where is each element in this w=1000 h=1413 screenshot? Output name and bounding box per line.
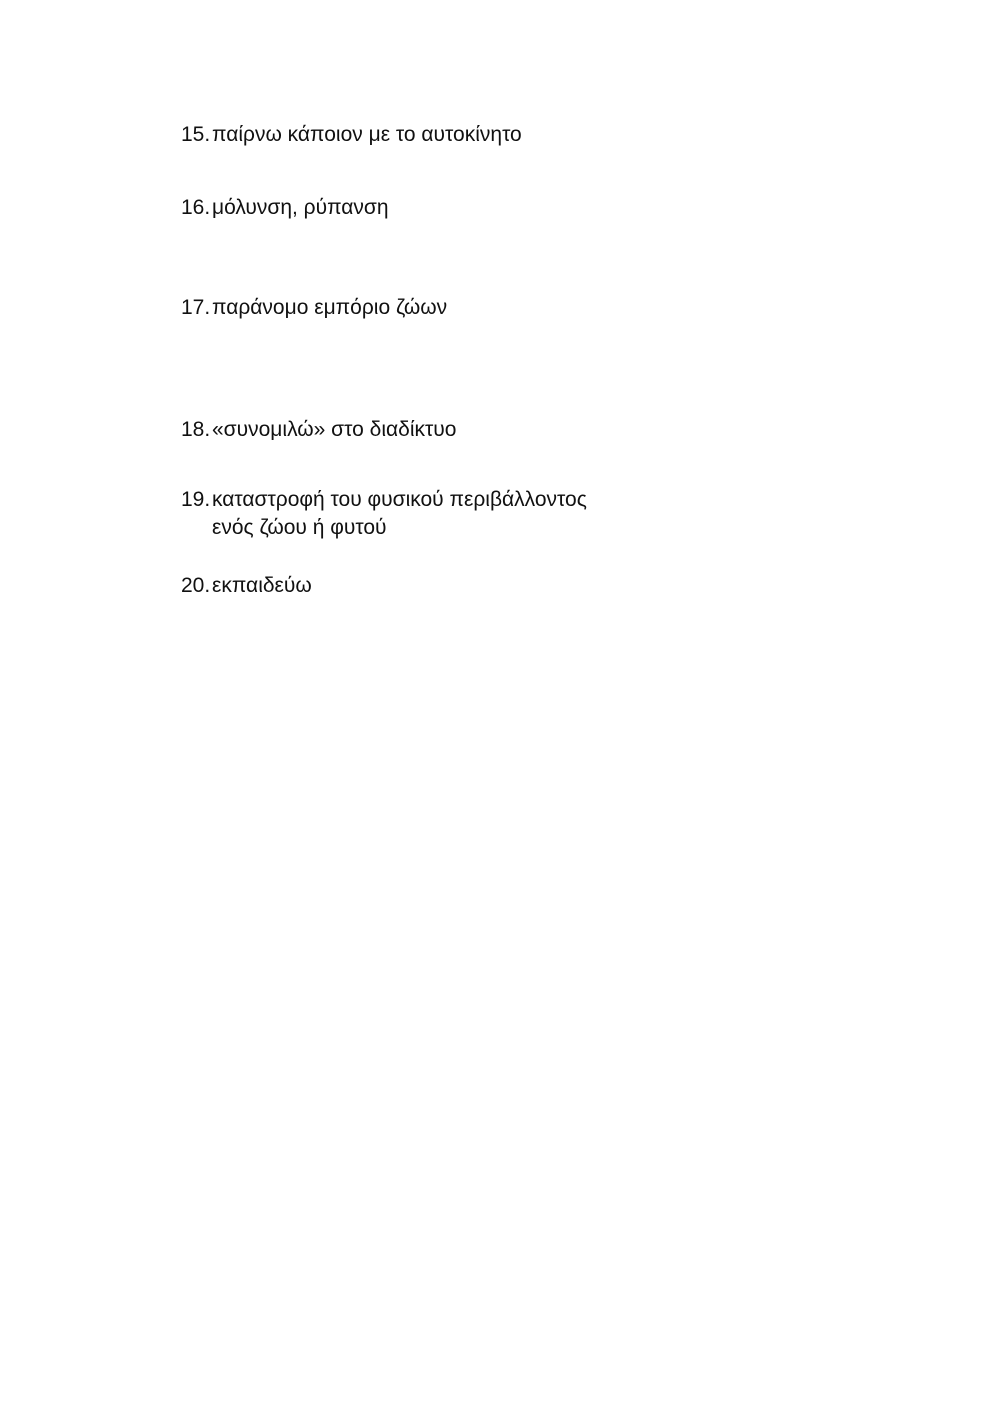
item-number: 15. xyxy=(181,123,211,146)
item-text xyxy=(212,572,312,600)
item-text-line: μόλυνση, ρύπανση xyxy=(212,196,389,219)
list-item xyxy=(181,194,389,222)
item-text-line: παράνομο εμπόριο ζώων xyxy=(212,296,448,319)
list-item xyxy=(181,121,522,149)
item-text-line: καταστροφή του φυσικού περιβάλλοντος xyxy=(212,488,587,511)
item-number: 16. xyxy=(181,196,211,219)
list-item xyxy=(181,572,312,600)
item-text xyxy=(212,486,587,542)
item-text xyxy=(212,294,447,322)
item-number: 18. xyxy=(181,418,211,441)
item-text-line: «συνομιλώ» στο διαδίκτυο xyxy=(212,418,457,441)
item-number: 19. xyxy=(181,488,211,511)
item-number: 20. xyxy=(181,574,211,597)
item-text-line: ενός ζώου ή φυτού xyxy=(212,516,387,539)
item-text xyxy=(212,416,456,444)
item-number: 17. xyxy=(181,296,211,319)
item-text-line: παίρνω κάποιον με το αυτοκίνητο xyxy=(212,123,522,146)
item-text xyxy=(212,194,389,222)
item-text-line: εκπαιδεύω xyxy=(212,574,312,597)
list-item xyxy=(181,486,587,542)
list-item xyxy=(181,294,447,322)
item-text xyxy=(212,121,522,149)
list-item xyxy=(181,416,456,444)
